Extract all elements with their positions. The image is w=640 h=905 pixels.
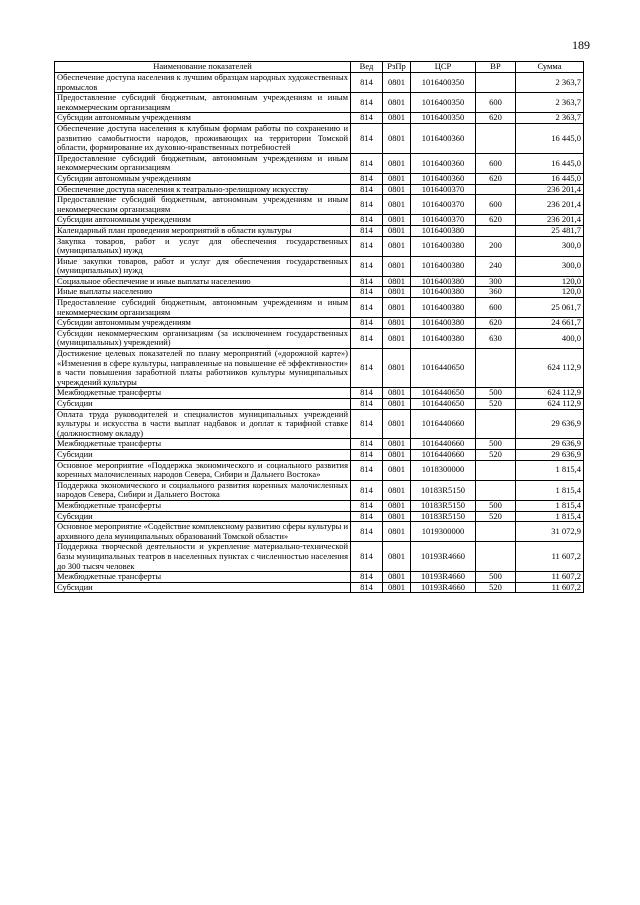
- cell-csr: 1016440660: [411, 449, 476, 460]
- table-row: [55, 500, 584, 511]
- cell-vr: 620: [476, 318, 516, 329]
- cell-name: Предоставление субсидий бюджетным, автономным учреждениям и иным некоммерческим организациям: [55, 298, 351, 318]
- cell-csr: 1016400380: [411, 318, 476, 329]
- column-header-ved: Вед: [351, 62, 383, 73]
- cell-rzpr: 0801: [383, 276, 411, 287]
- cell-name: Иные выплаты населению: [55, 287, 351, 298]
- cell-csr: 1016400380: [411, 287, 476, 298]
- cell-name: Иные закупки товаров, работ и услуг для обеспечения государственных (муниципальных) нужд: [55, 256, 351, 276]
- cell-rzpr: 0801: [383, 318, 411, 329]
- table-body: [55, 73, 584, 593]
- cell-rzpr: 0801: [383, 409, 411, 439]
- cell-csr: 1016400380: [411, 236, 476, 256]
- cell-rzpr: 0801: [383, 215, 411, 226]
- cell-rzpr: 0801: [383, 298, 411, 318]
- cell-name: Предоставление субсидий бюджетным, автономным учреждениям и иным некоммерческим организациям: [55, 93, 351, 113]
- cell-csr: 1016400360: [411, 173, 476, 184]
- cell-vr: [476, 542, 516, 572]
- cell-sum: 11 607,2: [516, 582, 584, 593]
- table-row: [55, 225, 584, 236]
- cell-csr: 1016400370: [411, 215, 476, 226]
- cell-rzpr: 0801: [383, 449, 411, 460]
- table-row: [55, 409, 584, 439]
- table-row: [55, 439, 584, 450]
- cell-ved: 814: [351, 511, 383, 522]
- cell-csr: 10193R4660: [411, 542, 476, 572]
- cell-rzpr: 0801: [383, 328, 411, 348]
- table-header: [55, 62, 584, 73]
- cell-vr: 520: [476, 582, 516, 593]
- cell-sum: 29 636,9: [516, 449, 584, 460]
- cell-rzpr: 0801: [383, 153, 411, 173]
- cell-sum: 236 201,4: [516, 215, 584, 226]
- table-row: [55, 73, 584, 93]
- cell-csr: 1018300000: [411, 460, 476, 480]
- cell-vr: 300: [476, 276, 516, 287]
- cell-ved: 814: [351, 298, 383, 318]
- cell-vr: 500: [476, 388, 516, 399]
- cell-name: Межбюджетные трансферты: [55, 388, 351, 399]
- table-row: [55, 449, 584, 460]
- cell-sum: 16 445,0: [516, 153, 584, 173]
- cell-vr: 520: [476, 449, 516, 460]
- table-row: [55, 113, 584, 124]
- cell-rzpr: 0801: [383, 511, 411, 522]
- cell-csr: 10193R4660: [411, 572, 476, 583]
- cell-ved: 814: [351, 113, 383, 124]
- cell-sum: 1 815,4: [516, 460, 584, 480]
- cell-vr: [476, 460, 516, 480]
- table-row: [55, 287, 584, 298]
- cell-name: Межбюджетные трансферты: [55, 439, 351, 450]
- cell-rzpr: 0801: [383, 572, 411, 583]
- table-row: [55, 195, 584, 215]
- table-row: [55, 153, 584, 173]
- cell-sum: 25 061,7: [516, 298, 584, 318]
- cell-rzpr: 0801: [383, 582, 411, 593]
- cell-name: Предоставление субсидий бюджетным, автономным учреждениям и иным некоммерческим организациям: [55, 195, 351, 215]
- cell-vr: 360: [476, 287, 516, 298]
- cell-name: Субсидии: [55, 582, 351, 593]
- page-number: 189: [572, 38, 590, 52]
- cell-csr: 1016400350: [411, 93, 476, 113]
- cell-csr: 10183R5150: [411, 480, 476, 500]
- cell-name: Межбюджетные трансферты: [55, 500, 351, 511]
- table-row: [55, 480, 584, 500]
- cell-csr: 10183R5150: [411, 511, 476, 522]
- cell-name: Достижение целевых показателей по плану мероприятий («дорожной карте») «Изменения в сфере культуры, направленные на повышение её эффективности» в части повышения заработной платы работников культуры муниципальных учреждений культуры: [55, 349, 351, 388]
- cell-name: Обеспечение доступа населения к клубным формам работы по сохранению и развитию самобытности народов, проживающих на территории Томской области, формирование их духовно-нравственных потребностей: [55, 123, 351, 153]
- column-header-vr: ВР: [476, 62, 516, 73]
- cell-rzpr: 0801: [383, 195, 411, 215]
- column-header-rzpr: РзПр: [383, 62, 411, 73]
- cell-sum: 2 363,7: [516, 73, 584, 93]
- cell-rzpr: 0801: [383, 439, 411, 450]
- cell-name: Календарный план проведения мероприятий в области культуры: [55, 225, 351, 236]
- cell-name: Межбюджетные трансферты: [55, 572, 351, 583]
- cell-rzpr: 0801: [383, 522, 411, 542]
- cell-vr: 520: [476, 399, 516, 410]
- cell-sum: 16 445,0: [516, 123, 584, 153]
- cell-ved: 814: [351, 449, 383, 460]
- table-row: [55, 328, 584, 348]
- cell-vr: 240: [476, 256, 516, 276]
- cell-rzpr: 0801: [383, 460, 411, 480]
- cell-sum: 236 201,4: [516, 195, 584, 215]
- cell-name: Субсидии автономным учреждениям: [55, 113, 351, 124]
- cell-name: Поддержка экономического и социального развития коренных малочисленных народов Севера, Сибири и Дальнего Востока: [55, 480, 351, 500]
- cell-csr: 10183R5150: [411, 500, 476, 511]
- cell-ved: 814: [351, 522, 383, 542]
- table-row: [55, 388, 584, 399]
- cell-sum: 1 815,4: [516, 480, 584, 500]
- cell-ved: 814: [351, 153, 383, 173]
- cell-csr: 10193R4660: [411, 582, 476, 593]
- cell-name: Обеспечение доступа населения к театрально-зрелищному искусству: [55, 184, 351, 195]
- cell-name: Субсидии некоммерческим организациям (за исключением государственных (муниципальных) учреждений): [55, 328, 351, 348]
- cell-ved: 814: [351, 123, 383, 153]
- cell-csr: 1016440650: [411, 399, 476, 410]
- cell-ved: 814: [351, 225, 383, 236]
- cell-vr: 620: [476, 215, 516, 226]
- cell-ved: 814: [351, 236, 383, 256]
- cell-sum: 624 112,9: [516, 399, 584, 410]
- cell-vr: [476, 349, 516, 388]
- cell-ved: 814: [351, 93, 383, 113]
- table-row: [55, 582, 584, 593]
- cell-name: Основное мероприятие «Содействие комплексному развитию сферы культуры и архивного дела муниципальных образований Томской области»: [55, 522, 351, 542]
- cell-csr: 1016400380: [411, 298, 476, 318]
- cell-ved: 814: [351, 73, 383, 93]
- cell-name: Обеспечение доступа населения к лучшим образцам народных художественных промыслов: [55, 73, 351, 93]
- cell-csr: 1016440650: [411, 388, 476, 399]
- cell-csr: 1016400370: [411, 195, 476, 215]
- cell-ved: 814: [351, 318, 383, 329]
- cell-csr: 1016400370: [411, 184, 476, 195]
- cell-name: Субсидии: [55, 399, 351, 410]
- table-row: [55, 542, 584, 572]
- cell-rzpr: 0801: [383, 500, 411, 511]
- cell-csr: 1016400360: [411, 153, 476, 173]
- cell-ved: 814: [351, 287, 383, 298]
- cell-rzpr: 0801: [383, 399, 411, 410]
- cell-name: Субсидии автономным учреждениям: [55, 215, 351, 226]
- cell-sum: 29 636,9: [516, 409, 584, 439]
- cell-sum: 120,0: [516, 276, 584, 287]
- cell-rzpr: 0801: [383, 173, 411, 184]
- cell-rzpr: 0801: [383, 93, 411, 113]
- cell-sum: 624 112,9: [516, 388, 584, 399]
- cell-sum: 1 815,4: [516, 500, 584, 511]
- table-row: [55, 173, 584, 184]
- cell-sum: 24 661,7: [516, 318, 584, 329]
- table-row: [55, 123, 584, 153]
- cell-csr: 1016400380: [411, 256, 476, 276]
- cell-name: Субсидии: [55, 449, 351, 460]
- cell-vr: 520: [476, 511, 516, 522]
- cell-sum: 120,0: [516, 287, 584, 298]
- cell-vr: 500: [476, 572, 516, 583]
- cell-name: Предоставление субсидий бюджетным, автономным учреждениям и иным некоммерческим организациям: [55, 153, 351, 173]
- cell-sum: 1 815,4: [516, 511, 584, 522]
- cell-name: Поддержка творческой деятельности и укрепление материально-технической базы муниципальных театров в населенных пунктах с численностью населения до 300 тысяч человек: [55, 542, 351, 572]
- cell-ved: 814: [351, 195, 383, 215]
- cell-vr: 630: [476, 328, 516, 348]
- table-row: [55, 215, 584, 226]
- cell-csr: 1016440650: [411, 349, 476, 388]
- cell-ved: 814: [351, 480, 383, 500]
- cell-rzpr: 0801: [383, 113, 411, 124]
- cell-ved: 814: [351, 439, 383, 450]
- cell-sum: 11 607,2: [516, 542, 584, 572]
- cell-csr: 1016440660: [411, 409, 476, 439]
- cell-ved: 814: [351, 399, 383, 410]
- cell-sum: 400,0: [516, 328, 584, 348]
- cell-rzpr: 0801: [383, 236, 411, 256]
- cell-sum: 29 636,9: [516, 439, 584, 450]
- cell-rzpr: 0801: [383, 123, 411, 153]
- cell-sum: 25 481,7: [516, 225, 584, 236]
- cell-sum: 624 112,9: [516, 349, 584, 388]
- cell-rzpr: 0801: [383, 349, 411, 388]
- cell-csr: 1016400380: [411, 328, 476, 348]
- cell-ved: 814: [351, 572, 383, 583]
- cell-sum: 11 607,2: [516, 572, 584, 583]
- cell-rzpr: 0801: [383, 73, 411, 93]
- cell-vr: [476, 522, 516, 542]
- table-row: [55, 399, 584, 410]
- cell-name: Социальное обеспечение и иные выплаты населению: [55, 276, 351, 287]
- cell-ved: 814: [351, 276, 383, 287]
- cell-ved: 814: [351, 349, 383, 388]
- cell-csr: 1019300000: [411, 522, 476, 542]
- cell-vr: 620: [476, 113, 516, 124]
- table-row: [55, 522, 584, 542]
- cell-vr: [476, 225, 516, 236]
- cell-ved: 814: [351, 215, 383, 226]
- cell-vr: 600: [476, 93, 516, 113]
- cell-csr: 1016400380: [411, 276, 476, 287]
- cell-name: Оплата труда руководителей и специалистов муниципальных учреждений культуры и искусства в части выплат надбавок и доплат к тарифной ставке (должностному окладу): [55, 409, 351, 439]
- cell-csr: 1016400350: [411, 73, 476, 93]
- table-row: [55, 572, 584, 583]
- column-header-sum: Сумма: [516, 62, 584, 73]
- cell-rzpr: 0801: [383, 287, 411, 298]
- table-row: [55, 349, 584, 388]
- table-row: [55, 236, 584, 256]
- cell-rzpr: 0801: [383, 542, 411, 572]
- cell-vr: 600: [476, 153, 516, 173]
- cell-sum: 2 363,7: [516, 93, 584, 113]
- cell-csr: 1016400360: [411, 123, 476, 153]
- header-row: [55, 62, 584, 73]
- cell-rzpr: 0801: [383, 256, 411, 276]
- cell-name: Субсидии автономным учреждениям: [55, 173, 351, 184]
- cell-vr: 600: [476, 195, 516, 215]
- cell-ved: 814: [351, 542, 383, 572]
- cell-name: Субсидии: [55, 511, 351, 522]
- cell-rzpr: 0801: [383, 388, 411, 399]
- cell-sum: 300,0: [516, 236, 584, 256]
- table-row: [55, 511, 584, 522]
- table-row: [55, 298, 584, 318]
- cell-ved: 814: [351, 409, 383, 439]
- cell-ved: 814: [351, 256, 383, 276]
- cell-ved: 814: [351, 173, 383, 184]
- table-row: [55, 460, 584, 480]
- column-header-csr: ЦСР: [411, 62, 476, 73]
- cell-rzpr: 0801: [383, 184, 411, 195]
- cell-sum: 31 072,9: [516, 522, 584, 542]
- table-row: [55, 93, 584, 113]
- table-row: [55, 276, 584, 287]
- cell-vr: 600: [476, 298, 516, 318]
- budget-table: [54, 61, 584, 593]
- column-header-name: Наименование показателей: [55, 62, 351, 73]
- cell-vr: 500: [476, 500, 516, 511]
- table-row: [55, 256, 584, 276]
- cell-sum: 236 201,4: [516, 184, 584, 195]
- cell-vr: 200: [476, 236, 516, 256]
- cell-rzpr: 0801: [383, 225, 411, 236]
- cell-ved: 814: [351, 184, 383, 195]
- cell-name: Основное мероприятие «Поддержка экономического и социального развития коренных малочисленных народов Севера, Сибири и Дальнего Востока»: [55, 460, 351, 480]
- cell-name: Закупка товаров, работ и услуг для обеспечения государственных (муниципальных) нужд: [55, 236, 351, 256]
- table-row: [55, 184, 584, 195]
- cell-vr: 500: [476, 439, 516, 450]
- cell-vr: 620: [476, 173, 516, 184]
- cell-ved: 814: [351, 500, 383, 511]
- cell-ved: 814: [351, 582, 383, 593]
- table-row: [55, 318, 584, 329]
- cell-vr: [476, 73, 516, 93]
- cell-sum: 16 445,0: [516, 173, 584, 184]
- cell-vr: [476, 409, 516, 439]
- cell-ved: 814: [351, 328, 383, 348]
- cell-csr: 1016400380: [411, 225, 476, 236]
- cell-csr: 1016400350: [411, 113, 476, 124]
- cell-sum: 2 363,7: [516, 113, 584, 124]
- cell-vr: [476, 480, 516, 500]
- cell-ved: 814: [351, 460, 383, 480]
- cell-vr: [476, 123, 516, 153]
- cell-ved: 814: [351, 388, 383, 399]
- cell-vr: [476, 184, 516, 195]
- cell-csr: 1016440660: [411, 439, 476, 450]
- cell-rzpr: 0801: [383, 480, 411, 500]
- cell-name: Субсидии автономным учреждениям: [55, 318, 351, 329]
- cell-sum: 300,0: [516, 256, 584, 276]
